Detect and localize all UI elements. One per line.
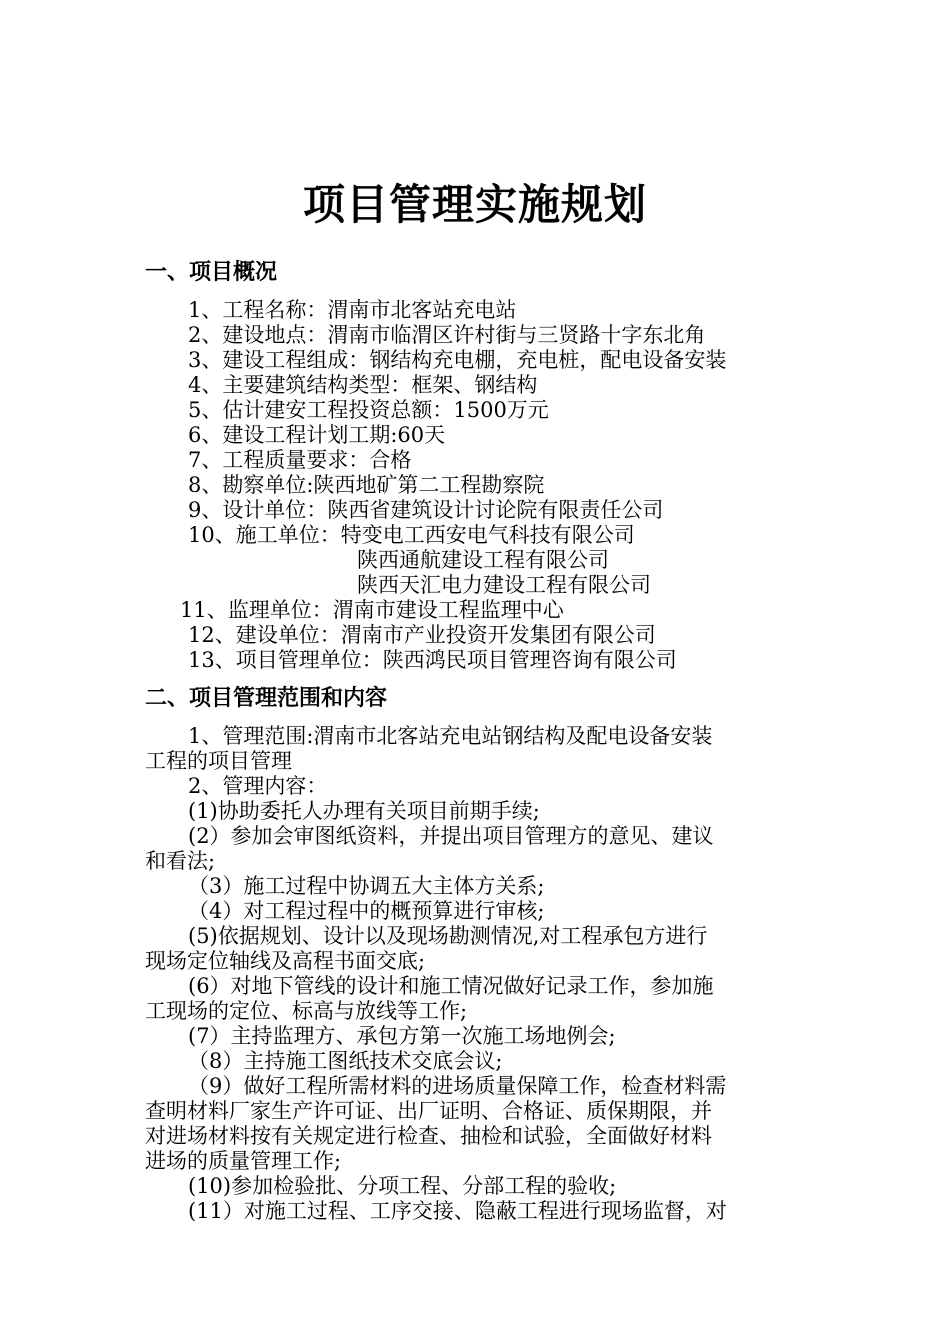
overview-item: 5、估计建安工程投资总额：1500万元 xyxy=(188,398,549,422)
overview-item: 4、主要建筑结构类型：框架、钢结构 xyxy=(188,373,538,397)
scope-line: (5)依据规划、设计以及现场勘测情况,对工程承包方进行 xyxy=(188,924,708,948)
overview-item: 11、监理单位：渭南市建设工程监理中心 xyxy=(180,598,564,622)
scope-line: 查明材料厂家生产许可证、出厂证明、合格证、质保期限，并 xyxy=(145,1099,712,1123)
scope-line: (6）对地下管线的设计和施工情况做好记录工作，参加施 xyxy=(188,974,714,998)
overview-item: 9、设计单位：陕西省建筑设计讨论院有限责任公司 xyxy=(188,498,664,522)
scope-line: 工现场的定位、标高与放线等工作; xyxy=(145,999,468,1023)
overview-item-continued: 陕西天汇电力建设工程有限公司 xyxy=(357,573,651,597)
scope-line: 对进场材料按有关规定进行检查、抽检和试验，全面做好材料 xyxy=(145,1124,712,1148)
document-title: 项目管理实施规划 xyxy=(302,180,647,229)
overview-item: 8、勘察单位:陕西地矿第二工程勘察院 xyxy=(188,473,545,497)
scope-line: (11）对施工过程、工序交接、隐蔽工程进行现场监督，对 xyxy=(188,1199,727,1223)
overview-item: 3、建设工程组成：钢结构充电棚，充电桩，配电设备安装 xyxy=(188,348,727,372)
scope-line: （9）做好工程所需材料的进场质量保障工作，检查材料需 xyxy=(188,1074,727,1098)
scope-line: 和看法; xyxy=(145,849,216,873)
overview-item: 6、建设工程计划工期:60天 xyxy=(188,423,446,447)
section-heading-scope: 二、项目管理范围和内容 xyxy=(145,686,388,711)
scope-line: 2、管理内容： xyxy=(188,774,328,798)
scope-line: （4）对工程过程中的概预算进行审核; xyxy=(188,899,545,923)
scope-line: (2）参加会审图纸资料，并提出项目管理方的意见、建议 xyxy=(188,824,714,848)
scope-line: 进场的质量管理工作; xyxy=(145,1149,342,1173)
scope-line: 现场定位轴线及高程书面交底; xyxy=(145,949,426,973)
overview-item: 10、施工单位：特变电工西安电气科技有限公司 xyxy=(188,523,635,547)
overview-item: 7、工程质量要求：合格 xyxy=(188,448,412,472)
scope-line: (1)协助委托人办理有关项目前期手续; xyxy=(188,799,540,823)
overview-item: 13、项目管理单位：陕西鸿民项目管理咨询有限公司 xyxy=(188,648,677,672)
scope-line: (10)参加检验批、分项工程、分部工程的验收; xyxy=(188,1174,617,1198)
overview-item: 2、建设地点：渭南市临渭区许村街与三贤路十字东北角 xyxy=(188,323,706,347)
section-heading-overview: 一、项目概况 xyxy=(145,260,278,285)
scope-line: (7）主持监理方、承包方第一次施工场地例会; xyxy=(188,1024,616,1048)
overview-item-continued: 陕西通航建设工程有限公司 xyxy=(357,548,609,572)
scope-line: 工程的项目管理 xyxy=(145,749,292,773)
scope-line: （3）施工过程中协调五大主体方关系; xyxy=(188,874,545,898)
scope-line: 1、管理范围:渭南市北客站充电站钢结构及配电设备安装 xyxy=(188,724,713,748)
scope-line: （8）主持施工图纸技术交底会议; xyxy=(188,1049,503,1073)
overview-item: 1、工程名称：渭南市北客站充电站 xyxy=(188,298,517,322)
overview-item: 12、建设单位：渭南市产业投资开发集团有限公司 xyxy=(188,623,656,647)
